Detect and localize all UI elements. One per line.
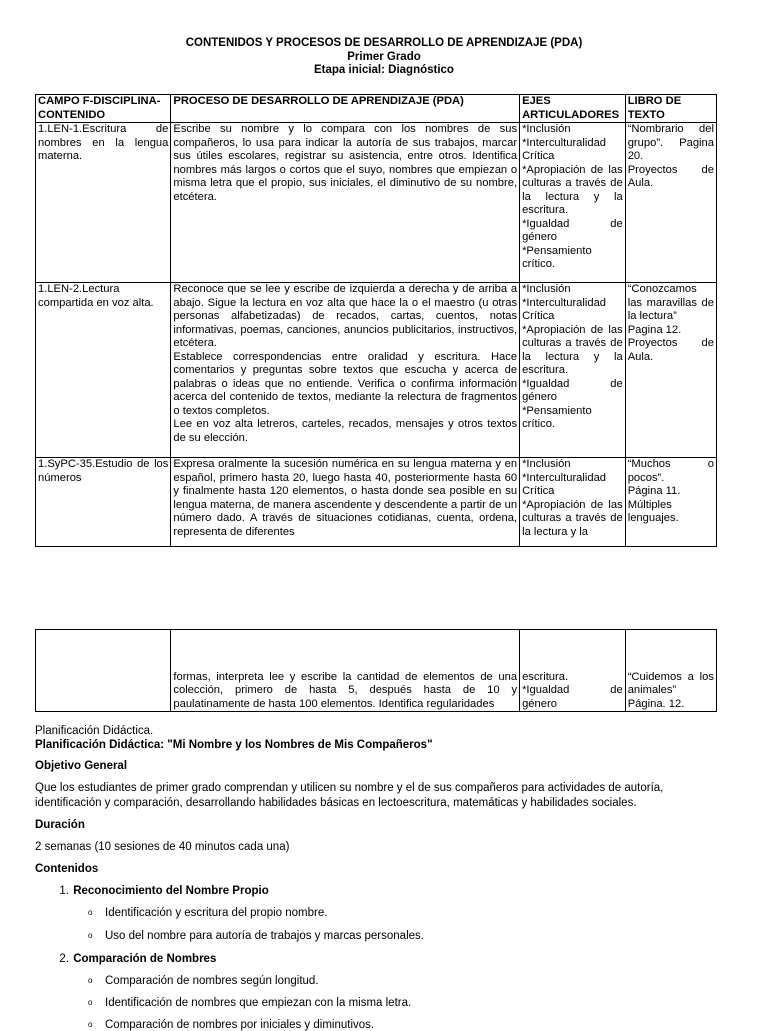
cell-pda: Escribe su nombre y lo compara con los nombres de sus compañeros, lo usa para indicar la autoría de sus trabajos, marcar sus útiles escolares, registrar su asistencia, entre otros. Identifica nombres más largos o cortos que el suyo, nombres que empiezan o misma letra que el propio, sus iniciales, el diminutivo de su nombre, etcétera. xyxy=(171,123,520,283)
cell-ejes: *Inclusión *Interculturalidad Crítica *Apropiación de las culturas a través de la lectura y la xyxy=(520,458,626,547)
stage-label: Etapa inicial: Diagnóstico xyxy=(314,64,454,76)
list-number: 2. xyxy=(59,953,69,965)
list-title: Comparación de Nombres xyxy=(73,953,217,965)
cell-libro: “Conozcamos las maravillas de la lectura” Pagina 12. Proyectos de Aula. xyxy=(625,283,716,458)
cell-pda: Expresa oralmente la sucesión numérica en su lengua materna y en español, primero hasta 20, luego hasta 40, posteriormente hasta 60 y finalmente hasta 120 elementos, o hasta donde sea posible en su lengua materna, de manera ascendente y descendente a partir de un número dado. A través de situaciones cotidianas, cuenta, ordena, representa de diferentes xyxy=(171,458,520,547)
cell-campo: 1.LEN-2.Lectura compartida en voz alta. xyxy=(36,283,171,458)
list-item xyxy=(88,975,319,987)
list-item-text: Comparación de nombres según longitud. xyxy=(105,975,319,987)
circle-bullet-icon: o xyxy=(88,931,93,940)
list-item xyxy=(35,884,725,898)
objective-text: Que los estudiantes de primer grado comprendan y utilicen su nombre y el de sus compañeros para actividades de autoría, identificación y comparación, desarrollando habilidades básicas en lectoescritura, matemáticas y habilidades sociales. xyxy=(35,782,664,809)
list-title: Reconocimiento del Nombre Propio xyxy=(73,885,269,897)
contents-heading: Contenidos xyxy=(35,863,99,875)
list-item xyxy=(88,907,327,919)
table-row xyxy=(36,283,717,458)
list-item xyxy=(88,997,411,1009)
cell-campo xyxy=(36,630,171,712)
document-title: CONTENIDOS Y PROCESOS DE DESARROLLO DE APRENDIZAJE (PDA) xyxy=(185,37,583,49)
list-item-text: Comparación de nombres por iniciales y diminutivos. xyxy=(105,1019,375,1031)
cell-pda: formas, interpreta lee y escribe la cantidad de elementos de una colección, primero de hasta 5, después hasta de 10 y paulatinamente de hasta 100 elementos. Identifica regularidades xyxy=(171,630,520,712)
grade-label: Primer Grado xyxy=(347,50,421,63)
header-ejes: EJES ARTICULADORES xyxy=(520,95,626,123)
circle-bullet-icon: o xyxy=(88,976,93,985)
plan-title: Planificación Didáctica: "Mi Nombre y los Nombres de Mis Compañeros" xyxy=(35,739,433,751)
cell-ejes: *Inclusión *Interculturalidad Crítica *Apropiación de las culturas a través de la lectura y la escritura. *Igualdad de género *Pensamiento crítico. xyxy=(520,123,626,283)
cell-libro: “Nombrario del grupo”. Pagina 20. Proyectos de Aula. xyxy=(625,123,716,283)
list-item xyxy=(88,930,424,942)
cell-libro: “Muchos o pocos”. Página 11. Múltiples lenguajes. xyxy=(625,458,716,547)
table-row xyxy=(36,630,717,712)
circle-bullet-icon: o xyxy=(88,998,93,1007)
list-item xyxy=(88,1019,374,1031)
table-row xyxy=(36,458,717,547)
circle-bullet-icon: o xyxy=(88,1020,93,1029)
header-campo: CAMPO F-DISCIPLINA-CONTENIDO xyxy=(36,95,171,123)
header-pda: PROCESO DE DESARROLLO DE APRENDIZAJE (PDA) xyxy=(171,95,520,123)
cell-campo: 1.LEN-1.Escritura de nombres en la lengua materna. xyxy=(36,123,171,283)
cell-ejes: *Inclusión *Interculturalidad Crítica *Apropiación de las culturas a través de la lectura y la escritura. *Igualdad de género *Pensamiento crítico. xyxy=(520,283,626,458)
cell-pda: Reconoce que se lee y escribe de izquierda a derecha y de arriba a abajo. Sigue la lectura en voz alta que hace la o el maestro (u otras personas alfabetizadas) de recados, cartas, cuentos, notas informativas, poemas, canciones, anuncios publicitarios, instructivos, etcétera. Establece correspondencias entre oralidad y escritura. Hace comentarios y preguntas sobre textos que escucha y acerca de palabras o ideas que no entiende. Verifica o confirma información acerca del contenido de textos, mediante la relectura de fragmentos o textos completos. Lee en voz alta letreros, carteles, recados, mensajes y otros textos de su elección. xyxy=(171,283,520,458)
duration-text: 2 semanas (10 sesiones de 40 minutos cada una) xyxy=(35,841,290,853)
circle-bullet-icon: o xyxy=(88,908,93,917)
pda-table-continuation xyxy=(35,629,717,712)
list-item-text: Identificación y escritura del propio nombre. xyxy=(105,907,328,919)
cell-campo: 1.SyPC-35.Estudio de los números xyxy=(36,458,171,547)
document-header xyxy=(0,37,768,78)
duration-heading: Duración xyxy=(35,819,85,831)
cell-libro: “Cuidemos a los animales” Página. 12. xyxy=(625,630,716,712)
header-libro: LIBRO DE TEXTO xyxy=(625,95,716,123)
list-number: 1. xyxy=(59,885,69,897)
list-item-text: Identificación de nombres que empiezan con la misma letra. xyxy=(105,997,412,1009)
list-item-text: Uso del nombre para autoría de trabajos y marcas personales. xyxy=(105,930,424,942)
table-header-row xyxy=(36,95,717,123)
list-item xyxy=(35,952,725,966)
objective-heading: Objetivo General xyxy=(35,760,128,772)
table-row xyxy=(36,123,717,283)
pda-table xyxy=(35,94,717,547)
cell-ejes: escritura. *Igualdad de género xyxy=(520,630,626,712)
plan-label: Planificación Didáctica. xyxy=(35,725,154,737)
